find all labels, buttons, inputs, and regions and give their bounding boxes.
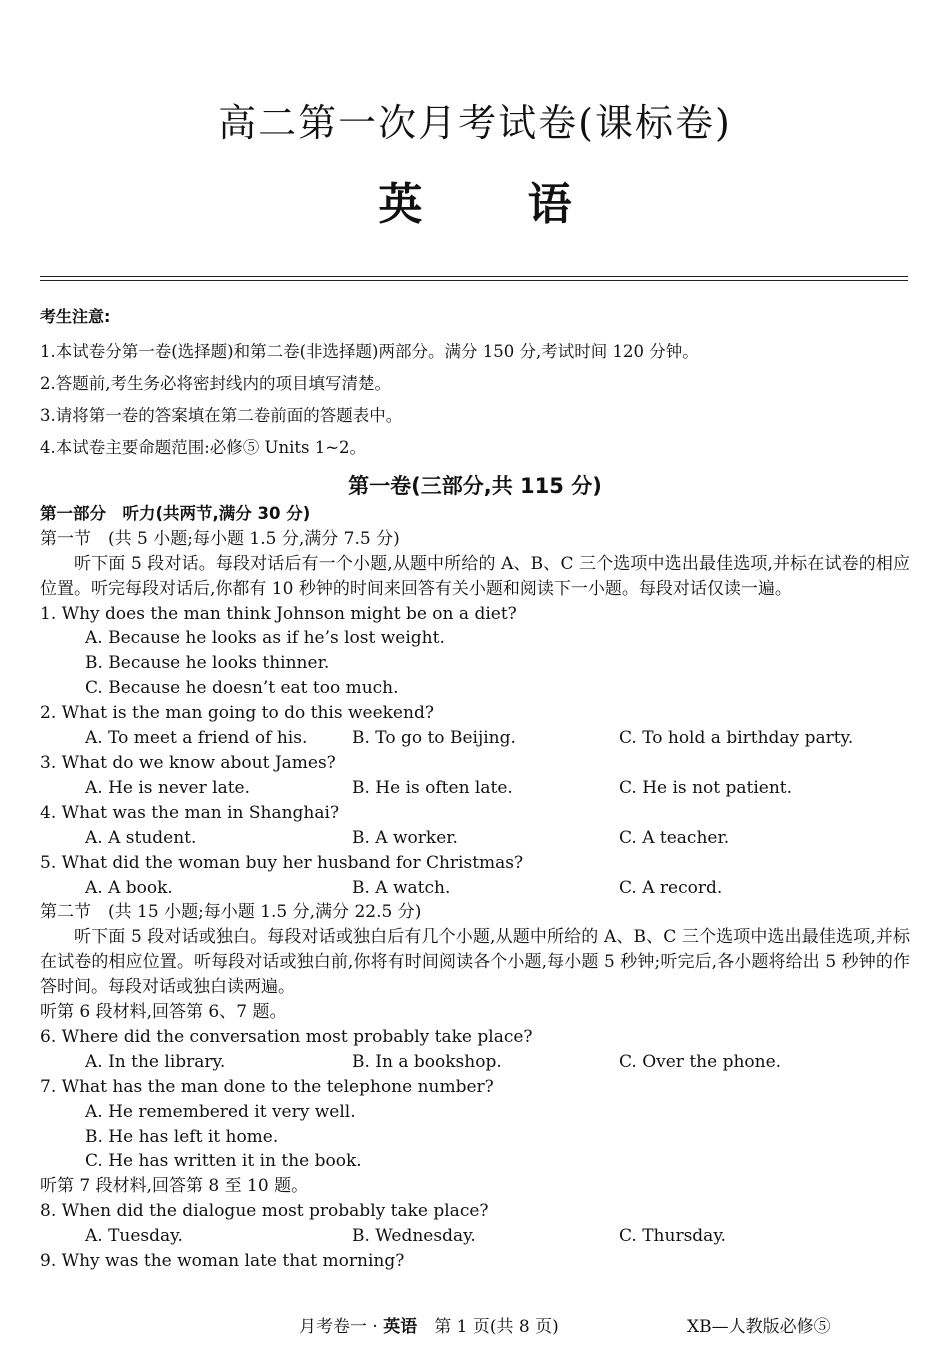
option-a: A. A student.: [85, 827, 197, 848]
exam-subject: 英 语: [378, 179, 572, 230]
exam-title: 高二第一次月考试卷(课标卷): [218, 101, 732, 145]
option-b: B. Because he looks thinner.: [85, 653, 330, 674]
option-c: C. Because he doesn’t eat too much.: [85, 678, 399, 699]
option-c: C. Over the phone.: [619, 1051, 782, 1072]
option-b: B. A watch.: [352, 877, 451, 898]
option-b: B. Wednesday.: [352, 1226, 476, 1247]
option-c: C. To hold a birthday party.: [619, 728, 854, 749]
option-a: A. A book.: [85, 877, 173, 898]
header-rule-top: [40, 276, 908, 277]
notice-item: 3.请将第一卷的答案填在第二卷前面的答题表中。: [40, 405, 403, 425]
option-a: A. In the library.: [85, 1051, 226, 1072]
option-c: C. A record.: [619, 877, 723, 898]
notice-item: 1.本试卷分第一卷(选择题)和第二卷(非选择题)两部分。满分 150 分,考试时间 120 分钟。: [40, 341, 699, 361]
question-stem: 9. Why was the woman late that morning?: [40, 1251, 405, 1272]
option-b: B. He is often late.: [352, 777, 513, 798]
section2-heading: 第二节 (共 15 小题;每小题 1.5 分,满分 22.5 分): [40, 902, 422, 923]
section1-instructions: 听下面 5 段对话。每段对话后有一个小题,从题中所给的 A、B、C 三个选项中选出最佳选项,并标在试卷的相应位置。听完每段对话后,你都有 10 秒钟的时间来回答有关小题和阅读下一小题。每段对话仅读一遍。: [40, 553, 910, 599]
footer-subject: 英语: [383, 1317, 418, 1337]
header-rule-bottom: [40, 280, 908, 281]
option-a: A. Because he looks as if he’s lost weight.: [85, 628, 445, 649]
notice-item: 4.本试卷主要命题范围:必修⑤ Units 1~2。: [40, 437, 367, 457]
option-a: A. Tuesday.: [85, 1226, 183, 1247]
question-stem: 7. What has the man done to the telephone number?: [40, 1076, 494, 1097]
section2-instructions: 听下面 5 段对话或独白。每段对话或独白后有几个小题,从题中所给的 A、B、C 三个选项中选出最佳选项,并标在试卷的相应位置。听每段对话或独白前,你将有时间阅读各个小题,每小题 5 秒钟;听完后,各小题将给出 5 秒钟的作答时间。每段对话或独白读两遍。: [40, 927, 910, 998]
option-a: A. He remembered it very well.: [85, 1101, 356, 1122]
question-stem: 6. Where did the conversation most probably take place?: [40, 1026, 533, 1047]
option-b: B. He has left it home.: [85, 1126, 279, 1147]
notice-item: 2.答题前,考生务必将密封线内的项目填写清楚。: [40, 373, 391, 393]
options-row: [40, 1050, 910, 1075]
question-stem: 2. What is the man going to do this weekend?: [40, 703, 434, 724]
options-row: [40, 826, 910, 851]
notice-list: [40, 336, 910, 464]
options-row: [40, 776, 910, 801]
volume-title: 第一卷(三部分,共 115 分): [348, 473, 602, 498]
option-c: C. Thursday.: [619, 1226, 727, 1247]
options-row: [40, 876, 910, 901]
option-b: B. In a bookshop.: [352, 1051, 502, 1072]
option-c: C. He is not patient.: [619, 777, 793, 798]
question-stem: 3. What do we know about James?: [40, 752, 336, 773]
footer-page: 第 1 页(共 8 页): [417, 1317, 559, 1337]
option-a: A. He is never late.: [85, 777, 251, 798]
option-c: C. A teacher.: [619, 827, 730, 848]
exam-content: [40, 305, 910, 1274]
options-row: [40, 726, 910, 751]
footer-info: [299, 1312, 559, 1337]
question-stem: 5. What did the woman buy her husband for Christmas?: [40, 852, 524, 873]
material-note: 听第 6 段材料,回答第 6、7 题。: [40, 1002, 287, 1023]
question-stem: 8. When did the dialogue most probably take place?: [40, 1201, 489, 1222]
question-stem: 4. What was the man in Shanghai?: [40, 802, 340, 823]
question-stem: 1. Why does the man think Johnson might be on a diet?: [40, 603, 517, 624]
footer-prefix: 月考卷一 ·: [299, 1317, 384, 1337]
notice-heading: 考生注意:: [40, 307, 111, 326]
section1-heading: 第一节 (共 5 小题;每小题 1.5 分,满分 7.5 分): [40, 528, 400, 549]
part1-heading: 第一部分 听力(共两节,满分 30 分): [40, 503, 311, 523]
option-c: C. He has written it in the book.: [85, 1151, 362, 1172]
option-b: B. A worker.: [352, 827, 458, 848]
material-note: 听第 7 段材料,回答第 8 至 10 题。: [40, 1176, 309, 1197]
option-a: A. To meet a friend of his.: [85, 728, 308, 749]
options-row: [40, 1224, 910, 1249]
footer-edition: XB—人教版必修⑤: [687, 1317, 831, 1337]
option-b: B. To go to Beijing.: [352, 728, 516, 749]
